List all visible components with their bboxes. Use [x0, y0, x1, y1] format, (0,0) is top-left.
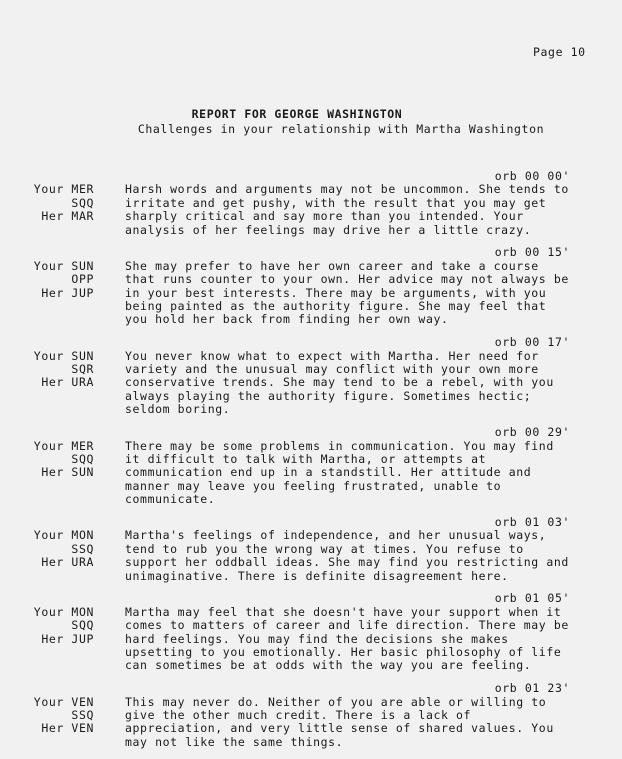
aspect-entry [0, 336, 622, 416]
aspect-list [0, 170, 622, 759]
description-line: you hold her back from finding her own way. [125, 312, 449, 327]
aspect-description [125, 529, 569, 583]
description-line: variety and the unusual may conflict with your own more [125, 362, 539, 377]
aspect-label: Your VEN [33, 694, 94, 709]
aspect-description [125, 350, 554, 417]
aspect-entry [0, 170, 622, 237]
aspect-labels [0, 606, 94, 673]
description-line: Martha may feel that she doesn't have your support when it [125, 604, 562, 619]
orb-value: orb 00 29' [494, 425, 570, 440]
description-line: comes to matters of career and life direction. There may be [125, 618, 569, 633]
description-line: conservative trends. She may tend to be a rebel, with you [125, 375, 554, 390]
description-line: You never know what to expect with Martha. Her need for [125, 348, 539, 363]
page-number: Page 10 [533, 45, 586, 59]
description-line: manner may leave you feeling frustrated, unable to [125, 478, 502, 493]
report-subtitle: Challenges in your relationship with Martha Washington [137, 122, 545, 136]
orb-value: orb 00 00' [494, 169, 570, 183]
aspect-label: Her JUP [41, 285, 94, 300]
description-line: communicate. [125, 492, 216, 507]
aspect-labels [0, 529, 94, 583]
aspect-label: SQQ [71, 451, 94, 466]
aspect-labels [0, 183, 94, 237]
description-line: upsetting to you emotionally. Her basic philosophy of life [125, 645, 562, 659]
aspect-labels [0, 440, 94, 507]
aspect-label: Your MER [33, 438, 94, 453]
orb-value: orb 00 17' [494, 335, 570, 350]
aspect-description [125, 260, 569, 327]
description-line: She may prefer to have her own career and take a course [125, 258, 539, 273]
aspect-description [125, 440, 554, 507]
description-line: it difficult to talk with Martha, or attempts at [125, 451, 487, 466]
report-title: REPORT FOR GEORGE WASHINGTON [191, 107, 403, 121]
aspect-label: OPP [71, 272, 94, 287]
aspect-label: Your MON [33, 604, 94, 619]
description-line: support her oddball ideas. She may find you restricting and [125, 555, 569, 570]
aspect-label: Your MON [33, 528, 94, 543]
aspect-label: SQQ [71, 618, 94, 633]
description-line: This may never do. Neither of you are able or willing to [125, 694, 547, 709]
description-line: being painted as the authority figure. She may feel that [125, 299, 547, 314]
aspect-label: Your SUN [33, 348, 94, 363]
description-line: may not like the same things. [125, 734, 344, 749]
aspect-label: Her VEN [41, 721, 94, 736]
description-line: that runs counter to your own. Her advice may not always be [125, 272, 569, 287]
description-line: seldom boring. [125, 402, 231, 417]
description-line: always playing the authority figure. Sometimes hectic; [125, 388, 532, 403]
description-line: irritate and get pushy, with the result that you may get [125, 195, 547, 210]
aspect-entry [0, 592, 622, 672]
description-line: Harsh words and arguments may not be uncommon. She tends to [125, 182, 569, 197]
description-line: give the other much credit. There is a lack of [125, 708, 472, 723]
aspect-labels [0, 260, 94, 327]
description-line: hard feelings. You may find the decisions she makes [125, 631, 509, 646]
aspect-description [125, 696, 554, 750]
aspect-description [125, 606, 569, 673]
orb-value: orb 01 03' [494, 514, 570, 529]
aspect-label: SSQ [71, 708, 94, 723]
description-line: unimaginative. There is definite disagreement here. [125, 568, 509, 583]
aspect-label: Her MAR [41, 209, 94, 224]
aspect-label: Your SUN [33, 258, 94, 273]
description-line: can sometimes be at odds with the way you are feeling. [125, 658, 532, 673]
aspect-label: Her JUP [41, 631, 94, 646]
aspect-entry [0, 246, 622, 326]
description-line: in your best interests. There may be arguments, with you [125, 285, 547, 300]
aspect-label: Your MER [33, 182, 94, 197]
aspect-label: Her URA [41, 375, 94, 390]
description-line: There may be some problems in communication. You may find [125, 438, 554, 453]
description-line: appreciation, and very little sense of shared values. You [125, 721, 554, 736]
description-line: analysis of her feelings may drive her a little crazy. [125, 222, 532, 237]
aspect-labels [0, 696, 94, 750]
description-line: Martha's feelings of independence, and her unusual ways, [125, 528, 547, 543]
aspect-entry [0, 426, 622, 506]
aspect-label: Her SUN [41, 465, 94, 480]
description-line: tend to rub you the wrong way at times. You refuse to [125, 541, 524, 556]
aspect-entry [0, 682, 622, 749]
aspect-description [125, 183, 569, 237]
aspect-label: Her URA [41, 555, 94, 570]
aspect-entry [0, 516, 622, 583]
orb-value: orb 00 15' [494, 245, 570, 260]
orb-value: orb 01 23' [494, 681, 570, 696]
report-header [0, 107, 622, 136]
aspect-label: SQR [71, 362, 94, 377]
aspect-labels [0, 350, 94, 417]
description-line: sharply critical and say more than you intended. Your [125, 209, 524, 224]
orb-value: orb 01 05' [494, 591, 570, 606]
description-line: communication end up in a standstill. Her attitude and [125, 465, 532, 480]
aspect-label: SQQ [71, 195, 94, 210]
aspect-label: SSQ [71, 541, 94, 556]
